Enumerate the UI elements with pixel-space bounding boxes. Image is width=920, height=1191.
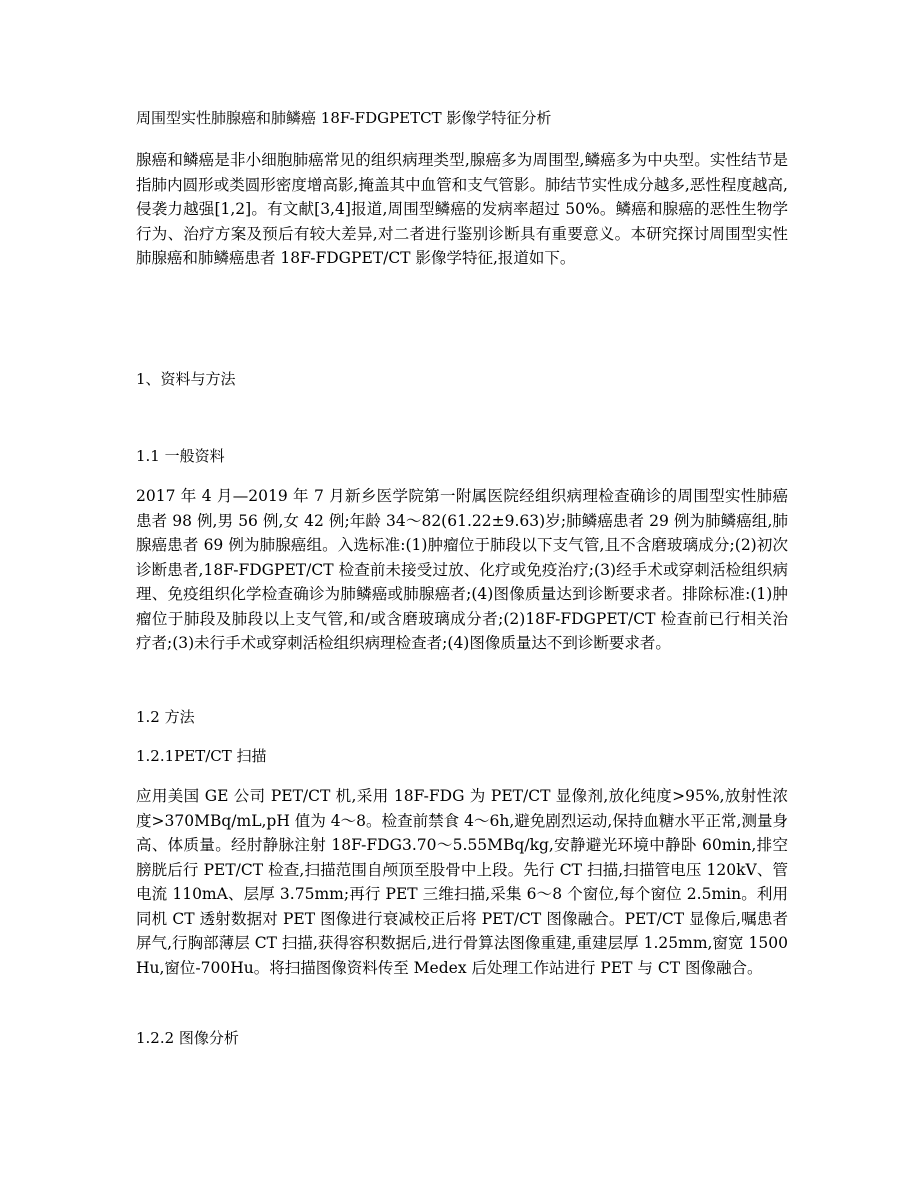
subsection-heading-petct-scan: 1.2.1PET/CT 扫描 bbox=[136, 747, 267, 765]
subsection-heading-methods: 1.2 方法 bbox=[136, 708, 195, 726]
intro-paragraph: 腺癌和鳞癌是非小细胞肺癌常见的组织病理类型,腺癌多为周围型,鳞癌多为中央型。实性结节是指肺内圆形或类圆形密度增高影,掩盖其中血管和支气管影。肺结节实性成分越多,恶性程度越高,侵袭力越强[1,2]。有文献[3,4]报道,周围型鳞癌的发病率超过 50%。鳞癌和腺癌的恶性生物学行为、治疗方案及预后有较大差异,对二者进行鉴别诊断具有重要意义。本研究探讨周围型实性肺腺癌和肺鳞癌患者 18F-FDGPET/CT 影像学特征,报道如下。 bbox=[136, 151, 788, 267]
general-data-paragraph: 2017 年 4 月—2019 年 7 月新乡医学院第一附属医院经组织病理检查确诊的周围型实性肺癌患者 98 例,男 56 例,女 42 例;年龄 34～82(61.22±9.63)岁;肺鳞癌患者 29 例为肺鳞癌组,肺腺癌患者 69 例为肺腺癌组。入选标准:(1)肿瘤位于肺段以下支气管,且不含磨玻璃成分;(2)初次诊断患者,18F-FDGPET/CT 检查前未接受过放、化疗或免疫治疗;(3)经手术或穿刺活检组织病理、免疫组织化学检查确诊为肺鳞癌或肺腺癌者;(4)图像质量达到诊断要求者。排除标准:(1)肿瘤位于肺段及肺段以上支气管,和/或含磨玻璃成分者;(2)18F-FDGPET/CT 检查前已行相关治疗者;(3)未行手术或穿刺活检组织病理检查者;(4)图像质量达不到诊断要求者。 bbox=[136, 487, 788, 652]
document-title: 周围型实性肺腺癌和肺鳞癌 18F-FDGPETCT 影像学特征分析 bbox=[136, 109, 552, 127]
subsection-heading-image-analysis: 1.2.2 图像分析 bbox=[136, 1029, 239, 1047]
subsection-heading-general-data: 1.1 一般资料 bbox=[136, 447, 225, 465]
petct-scan-paragraph: 应用美国 GE 公司 PET/CT 机,采用 18F-FDG 为 PET/CT 显像剂,放化纯度>95%,放射性浓度>370MBq/mL,pH 值为 4～8。检查前禁食 4～6h,避免剧烈运动,保持血糖水平正常,测量身高、体质量。经肘静脉注射 18F-FDG3.70～5.55MBq/kg,安静避光环境中静卧 60min,排空膀胱后行 PET/CT 检查,扫描范围自颅顶至股骨中上段。先行 CT 扫描,扫描管电压 120kV、管电流 110mA、层厚 3.75mm;再行 PET 三维扫描,采集 6～8 个窗位,每个窗位 2.5min。利用同机 CT 透射数据对 PET 图像进行衰减校正后将 PET/CT 图像融合。PET/CT 显像后,嘱患者屏气,行胸部薄层 CT 扫描,获得容积数据后,进行骨算法图像重建,重建层厚 1.25mm,窗宽 1500Hu,窗位-700Hu。将扫描图像资料传至 Medex 后处理工作站进行 PET 与 CT 图像融合。 bbox=[136, 787, 788, 977]
section-heading-materials-methods: 1、资料与方法 bbox=[136, 370, 236, 388]
